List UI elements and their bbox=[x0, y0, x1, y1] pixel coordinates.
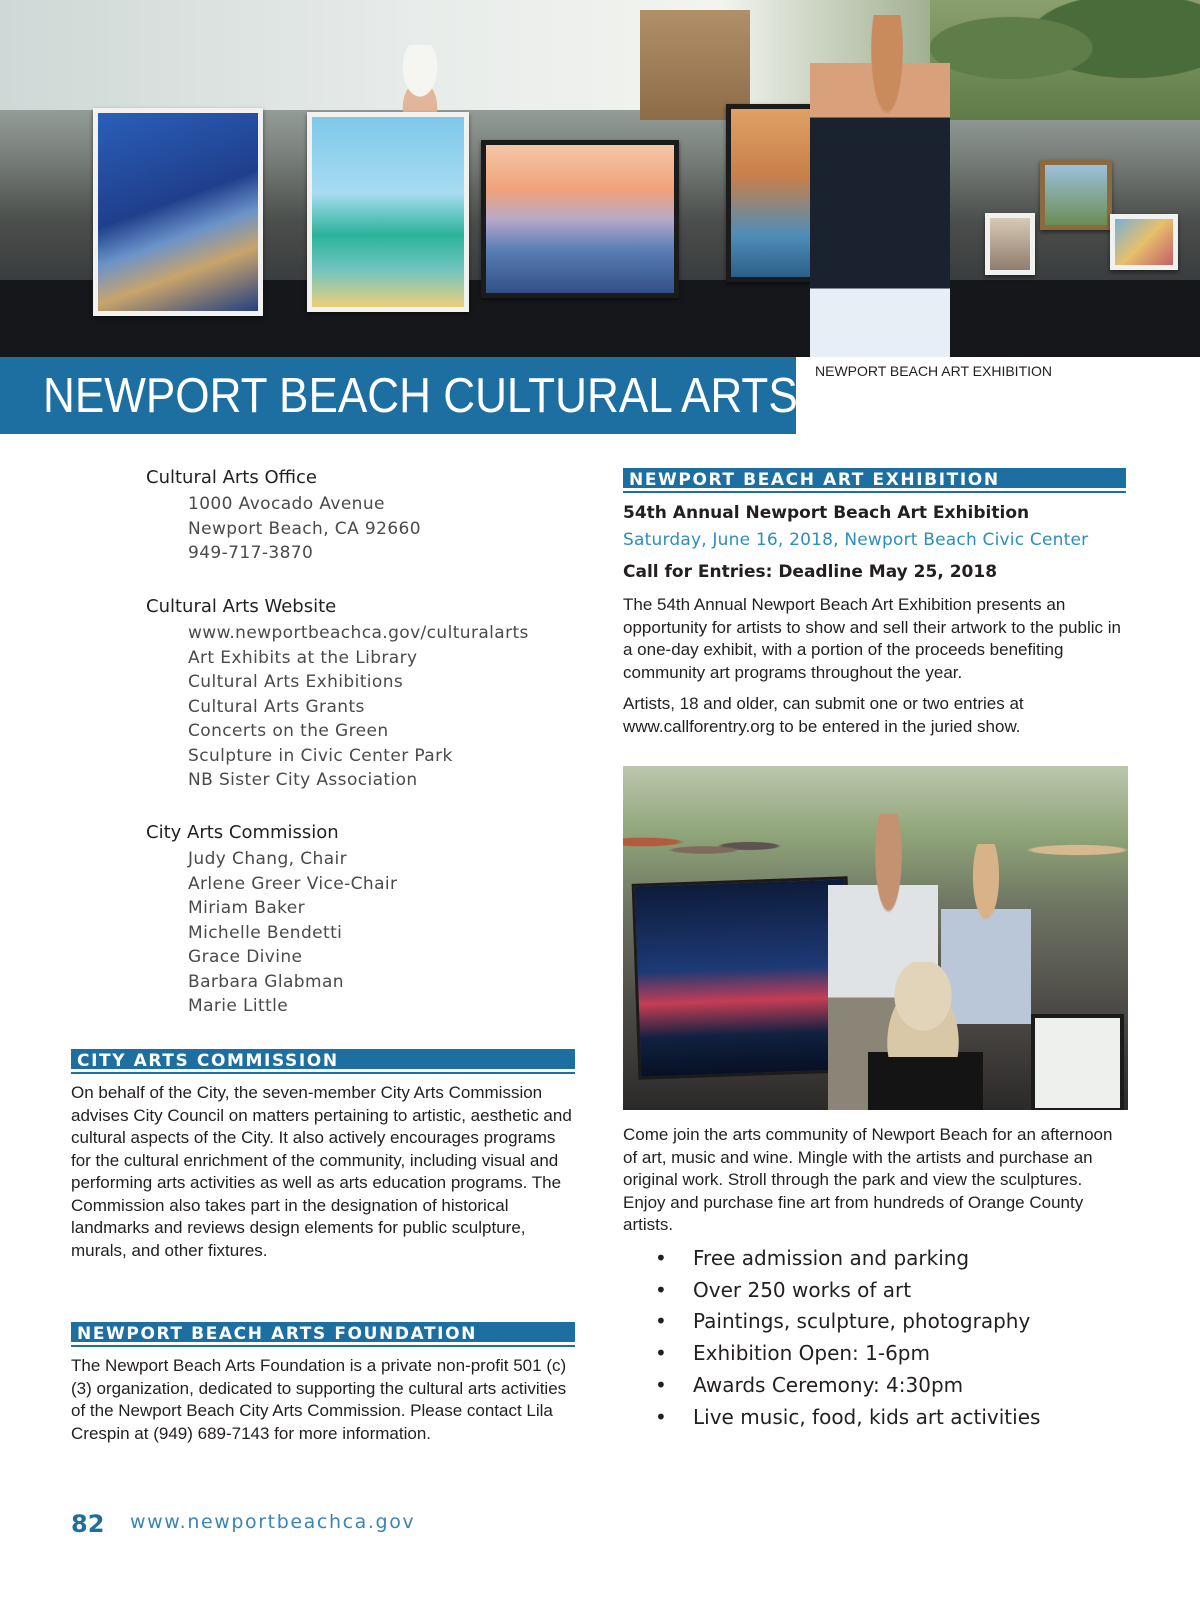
commission-member: Judy Chang, Chair bbox=[188, 849, 348, 869]
commission-members-block bbox=[146, 821, 397, 1019]
photo-framed-artwork bbox=[1031, 1014, 1124, 1110]
commission-section-heading: CITY ARTS COMMISSION bbox=[71, 1049, 575, 1072]
office-heading: Cultural Arts Office bbox=[146, 467, 318, 488]
bullet-icon: • bbox=[655, 1372, 667, 1397]
commission-member: Michelle Bendetti bbox=[188, 922, 343, 943]
commission-member: Miriam Baker bbox=[188, 898, 306, 918]
photo-sculpture bbox=[873, 962, 973, 1057]
website-item: Sculpture in Civic Center Park bbox=[188, 745, 453, 766]
bullet-icon: • bbox=[655, 1309, 667, 1334]
exhibition-crowd-photo bbox=[623, 766, 1128, 1110]
photo-night-bridge-painting bbox=[632, 876, 855, 1079]
website-link[interactable]: www.newportbeachca.gov/culturalarts bbox=[188, 623, 529, 643]
hero-painting-venice bbox=[481, 140, 679, 298]
commission-members-list bbox=[146, 847, 397, 1019]
bullet-icon: • bbox=[655, 1404, 667, 1429]
exhibition-section-heading: NEWPORT BEACH ART EXHIBITION bbox=[623, 468, 1126, 491]
hero-painting-abstract bbox=[1110, 214, 1178, 270]
website-heading: Cultural Arts Website bbox=[146, 596, 337, 617]
exhibition-date: Saturday, June 16, 2018, Newport Beach Civic Center bbox=[623, 530, 1089, 550]
hero-painting-pelican bbox=[307, 112, 469, 312]
office-city: Newport Beach, CA 92660 bbox=[188, 518, 421, 539]
exhibition-description: The 54th Annual Newport Beach Art Exhibition presents an opportunity for artists to show and sell their artwork to the public in a one-day exhibit, with a portion of the proceeds benefiting community art programs throughout the year. bbox=[623, 595, 1121, 682]
page-title: NEWPORT BEACH CULTURAL ARTS bbox=[43, 369, 798, 423]
bullet-icon: • bbox=[655, 1246, 667, 1270]
website-item: Cultural Arts Grants bbox=[188, 696, 365, 717]
office-lines bbox=[146, 492, 421, 566]
commission-member: Grace Divine bbox=[188, 947, 303, 967]
hero-painting-landscape bbox=[1040, 160, 1112, 230]
website-item: Art Exhibits at the Library bbox=[188, 647, 418, 668]
list-item: • Live music, food, kids art activities bbox=[655, 1402, 1040, 1434]
office-phone: 949-717-3870 bbox=[188, 543, 314, 563]
hero-trees bbox=[930, 0, 1200, 120]
list-item: • Paintings, sculpture, photography bbox=[655, 1306, 1040, 1338]
list-item: • Awards Ceremony: 4:30pm bbox=[655, 1370, 1040, 1402]
commission-section-body: On behalf of the City, the seven-member City Arts Commission advises City Council on matters pertaining to artistic, aesthetic and cultural aspects of the City. It also actively encourages programs for the cultural enrichment of the community, including visual and performing arts activities as well as arts education programs. The Commission also takes part in the designation of historical landmarks and reviews design elements for public sculpture, murals, and other fixtures. bbox=[71, 1083, 572, 1260]
website-links bbox=[146, 621, 529, 793]
foundation-section-heading: NEWPORT BEACH ARTS FOUNDATION bbox=[71, 1322, 575, 1345]
exhibition-call-for-entries: Call for Entries: Deadline May 25, 2018 bbox=[623, 562, 998, 582]
website-item: Cultural Arts Exhibitions bbox=[188, 672, 404, 692]
foundation-section-body: The Newport Beach Arts Foundation is a private non-profit 501 (c)(3) organization, dedicated to supporting the cultural arts activities of the Newport Beach City Arts Commission. Please contact Lila Crespin at (949) 689-7143 for more information. bbox=[71, 1356, 567, 1443]
list-item: • Free admission and parking bbox=[655, 1243, 1040, 1275]
commission-members-heading: City Arts Commission bbox=[146, 822, 339, 843]
website-block bbox=[146, 595, 529, 793]
bullet-icon: • bbox=[655, 1277, 667, 1302]
commission-member: Marie Little bbox=[188, 996, 289, 1016]
hero-painting-warrior bbox=[93, 108, 263, 316]
exhibition-entries-info: Artists, 18 and older, can submit one or two entries at www.callforentry.org to be entered in the juried show. bbox=[623, 694, 1024, 736]
photo-pedestal bbox=[868, 1052, 983, 1110]
bullet-icon: • bbox=[655, 1341, 667, 1366]
office-block bbox=[146, 466, 421, 566]
page-title-bar bbox=[0, 357, 796, 434]
section-tag: NEWPORT BEACH ART EXHIBITION bbox=[815, 363, 1053, 379]
exhibition-title: 54th Annual Newport Beach Art Exhibition bbox=[623, 503, 1030, 523]
hero-painting-dog bbox=[985, 213, 1035, 275]
commission-member: Barbara Glabman bbox=[188, 971, 344, 992]
list-item: • Over 250 works of art bbox=[655, 1275, 1040, 1307]
list-item: • Exhibition Open: 1-6pm bbox=[655, 1338, 1040, 1370]
hero-photo-art-exhibition bbox=[0, 0, 1200, 357]
website-item: Concerts on the Green bbox=[188, 721, 389, 741]
footer-url-link[interactable]: www.newportbeachca.gov bbox=[130, 1511, 416, 1533]
website-item: NB Sister City Association bbox=[188, 770, 418, 790]
exhibition-invitation: Come join the arts community of Newport Beach for an afternoon of art, music and wine. Mingle with the artists and purchase an original work. Stroll through the park and view the sculptures. Enjoy and purchase fine art from hundreds of Orange County artists. bbox=[623, 1125, 1113, 1234]
commission-member: Arlene Greer Vice-Chair bbox=[188, 873, 398, 894]
office-address: 1000 Avocado Avenue bbox=[188, 494, 385, 514]
hero-visitor-woman bbox=[810, 15, 950, 357]
page-number: 82 bbox=[71, 1510, 105, 1538]
exhibition-highlights-list bbox=[655, 1243, 1040, 1433]
